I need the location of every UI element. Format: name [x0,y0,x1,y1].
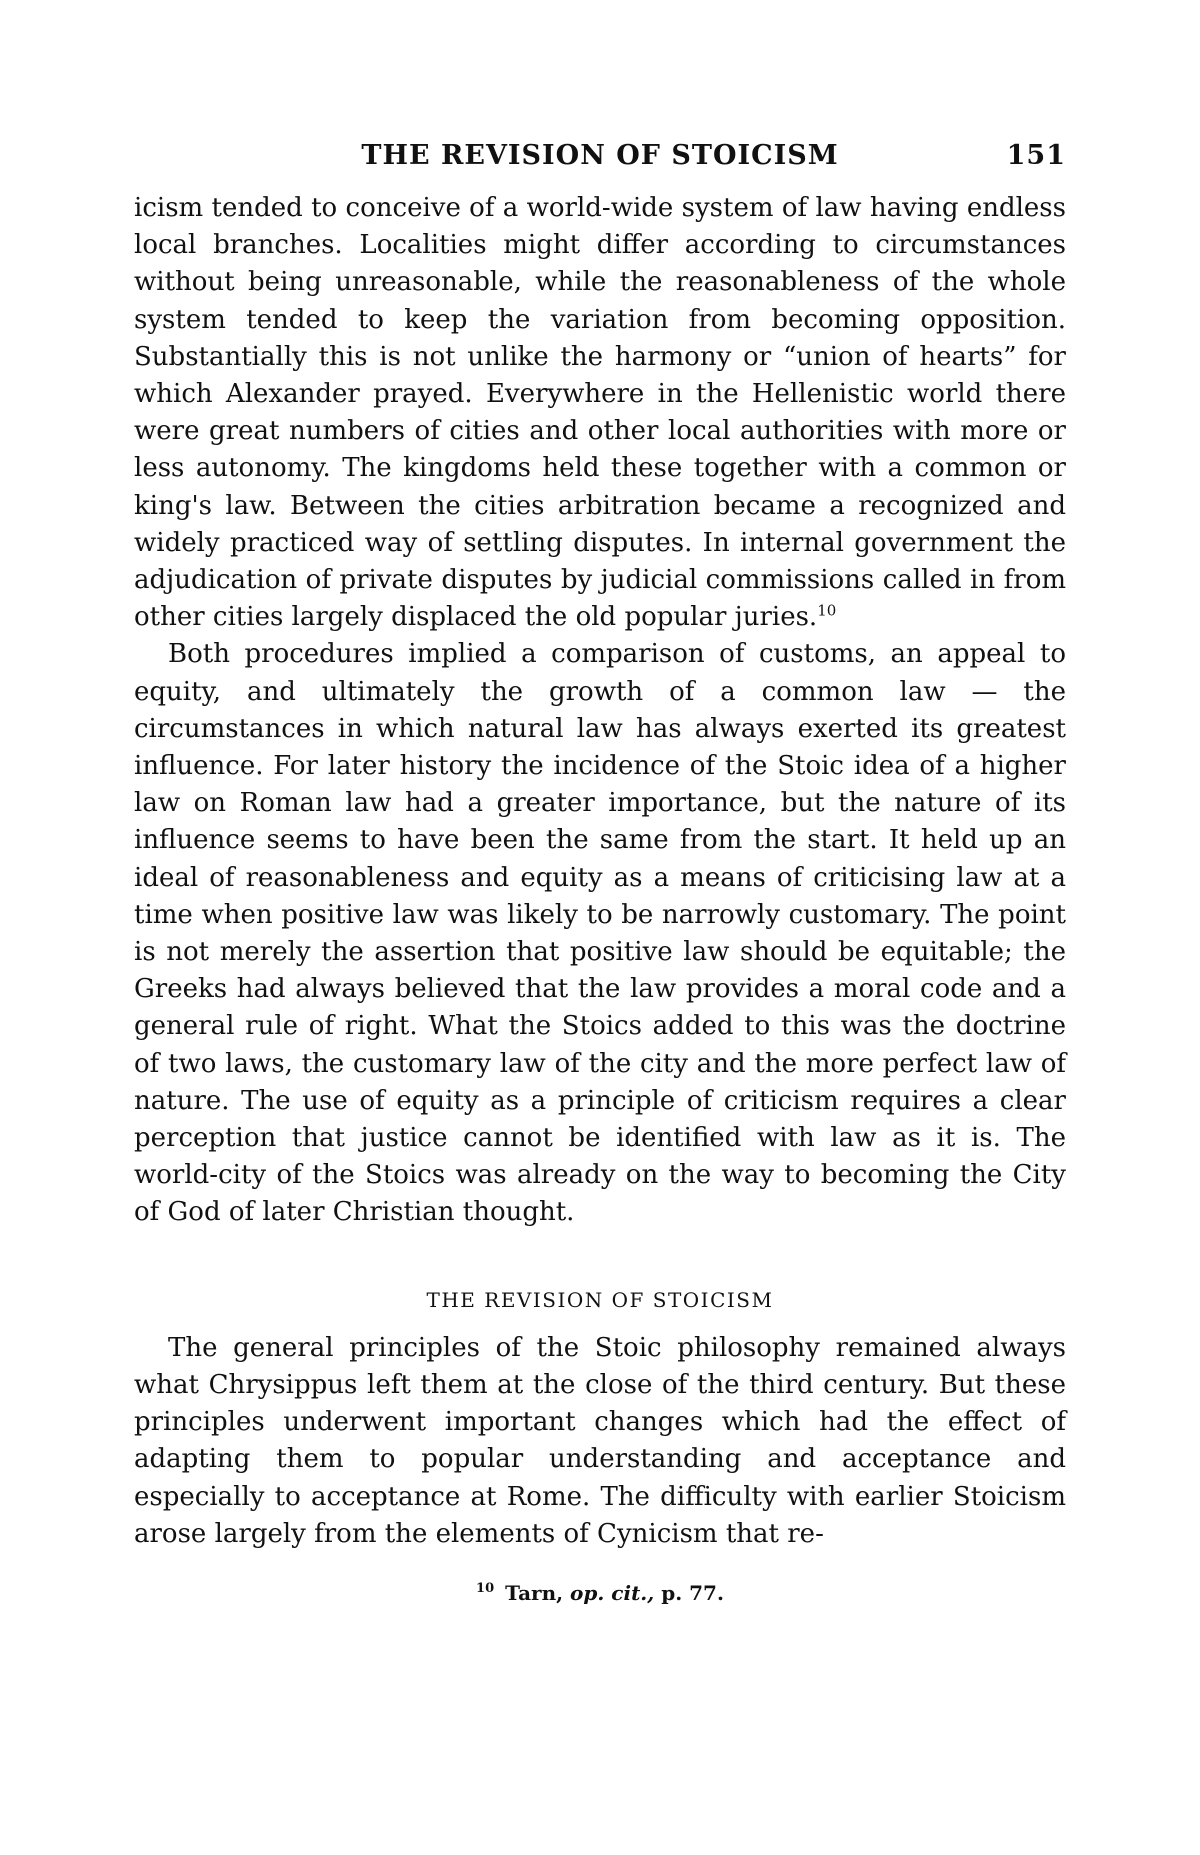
page-number: 151 [1006,140,1066,171]
paragraph-text: icism tended to conceive of a world-wide system of law having endless local branches. Localities might differ according to circumstances without being unreasonable, while the reasonableness of the whole system tended to keep the variation from becoming opposition. Substantially this is not unlike the harmony or “union of hearts” for which Alexander prayed. Everywhere in the Hellenistic world there were great numbers of cities and other local authorities with more or less autonomy. The kingdoms held these together with a common or king's law. Between the cities arbitration became a recognized and widely practiced way of settling disputes. In internal government the adjudication of private disputes by judicial commissions called in from other cities largely displaced the old popular juries. [134,193,1066,633]
footnote-mark: 10 [476,1581,495,1597]
section-heading: THE REVISION OF STOICISM [426,1287,774,1312]
paragraph-general-principles: The general principles of the Stoic philosophy remained always what Chrysippus left them at the close of the third century. But these principles underwent important changes which had the effect of adapting them to popular understanding and acceptance and especially to acceptance at Rome. The difficulty with earlier Stoicism arose largely from the elements of Cynicism that re- [134,1332,1066,1549]
footnote-page: p. 77. [661,1580,724,1605]
running-title: THE REVISION OF STOICISM [361,140,839,171]
footnote-citation: op. cit., [570,1580,655,1605]
running-head [134,140,1066,180]
book-page [134,140,1066,1605]
paragraph-continued [134,190,1066,636]
footnote [134,1581,1066,1605]
paragraph-procedures: Both procedures implied a comparison of customs, an appeal to equity, and ultimately the growth of a common law — the circumstances in which natural law has always exerted its greatest influence. For later history the incidence of the Stoic idea of a higher law on Roman law had a greater importance, but the nature of its influence seems to have been the same from the start. It held up an ideal of reasonableness and equity as a means of criticising law at a time when positive law was likely to be narrowly customary. The point is not merely the assertion that positive law should be equitable; the Greeks had always believed that the law provides a moral code and a general rule of right. What the Stoics added to this was the doctrine of two laws, the customary law of the city and the more perfect law of nature. The use of equity as a principle of criticism requires a clear perception that justice cannot be identified with law as it is. The world-city of the Stoics was already on the way to becoming the City of God of later Christian thought. [134,639,1066,1228]
footnote-reference: 10 [817,601,837,620]
footnote-author: Tarn, [505,1580,564,1605]
